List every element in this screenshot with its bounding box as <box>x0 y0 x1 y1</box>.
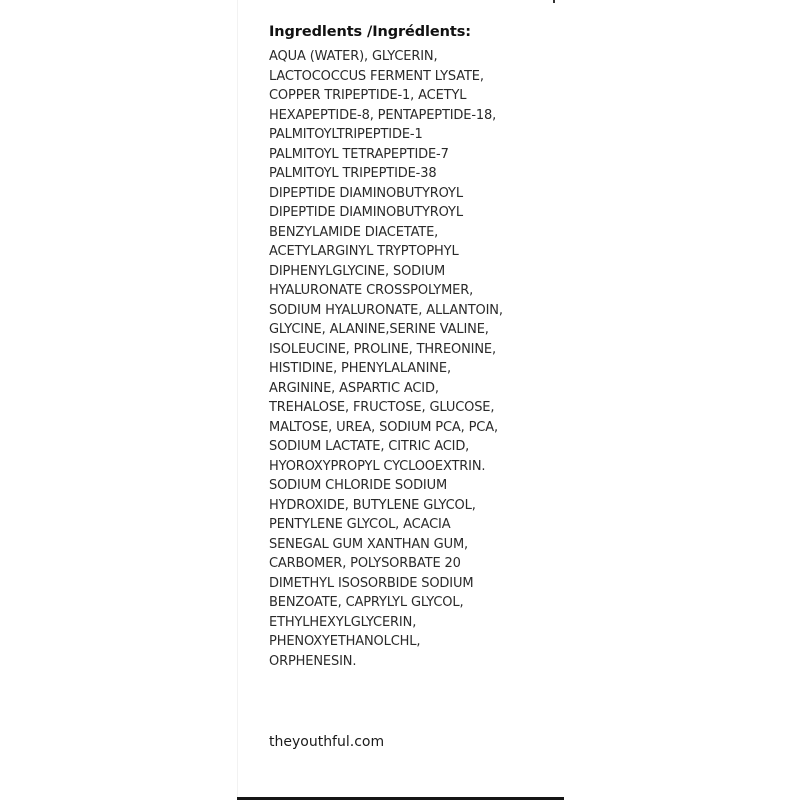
ingredient-line: TREHALOSE, FRUCTOSE, GLUCOSE, <box>269 400 495 415</box>
ingredient-line: HISTIDINE, PHENYLALANINE, <box>269 361 451 376</box>
ingredient-line: ACETYLARGINYL TRYPTOPHYL <box>269 244 459 259</box>
ingredient-line: PALMITOYLTRIPEPTIDE-1 <box>269 127 423 142</box>
ingredient-line: LACTOCOCCUS FERMENT LYSATE, <box>269 68 484 84</box>
ingredients-heading: Ingredlents /Ingrédlents: <box>269 24 471 40</box>
ingredient-line: MALTOSE, UREA, SODIUM PCA, PCA, <box>269 419 498 435</box>
ingredient-line: CARBOMER, POLYSORBATE 20 <box>269 556 461 571</box>
ingredient-line: COPPER TRIPEPTIDE-1, ACETYL <box>269 88 467 103</box>
ingredient-line: HYOROXYPROPYL CYCLOOEXTRIN. <box>269 458 486 474</box>
ingredient-line: SODIUM LACTATE, CITRIC ACID, <box>269 439 470 454</box>
website-url: theyouthful.com <box>269 734 385 750</box>
ingredient-line: AQUA (WATER), GLYCERIN, <box>269 49 438 64</box>
top-mark <box>553 0 555 3</box>
ingredient-list <box>269 47 569 671</box>
ingredient-line: PENTYLENE GLYCOL, ACACIA <box>269 517 451 532</box>
ingredient-line: ISOLEUCINE, PROLINE, THREONINE, <box>269 341 496 357</box>
ingredient-line: DIPEPTIDE DIAMINOBUTYROYL <box>269 205 463 220</box>
ingredient-line: BENZYLAMIDE DIACETATE, <box>269 224 439 240</box>
ingredient-line: DIPHENYLGLYCINE, SODIUM <box>269 263 446 279</box>
ingredient-line: ETHYLHEXYLGLYCERIN, <box>269 614 417 630</box>
ingredient-line: ARGININE, ASPARTIC ACID, <box>269 380 439 396</box>
panel-edge <box>237 0 238 800</box>
ingredient-line: PALMITOYL TRIPEPTIDE-38 <box>269 166 437 181</box>
ingredient-line: SENEGAL GUM XANTHAN GUM, <box>269 536 469 552</box>
ingredients-label <box>269 22 569 671</box>
ingredient-line: HYDROXIDE, BUTYLENE GLYCOL, <box>269 497 476 513</box>
ingredient-line: DIMETHYL ISOSORBIDE SODIUM <box>269 575 474 591</box>
ingredient-line: GLYCINE, ALANINE,SERINE VALINE, <box>269 322 489 337</box>
ingredient-line: PHENOXYETHANOLCHL, <box>269 634 421 649</box>
ingredient-line: HYALURONATE CROSSPOLYMER, <box>269 283 474 298</box>
ingredient-line: DIPEPTIDE DIAMINOBUTYROYL <box>269 185 463 201</box>
ingredient-line: SODIUM HYALURONATE, ALLANTOIN, <box>269 302 503 318</box>
ingredient-line: PALMITOYL TETRAPEPTIDE-7 <box>269 146 449 162</box>
ingredient-line: ORPHENESIN. <box>269 653 357 669</box>
ingredient-line: HEXAPEPTIDE-8, PENTAPEPTIDE-18, <box>269 107 497 123</box>
ingredient-line: BENZOATE, CAPRYLYL GLYCOL, <box>269 595 464 610</box>
ingredient-line: SODIUM CHLORIDE SODIUM <box>269 478 448 493</box>
